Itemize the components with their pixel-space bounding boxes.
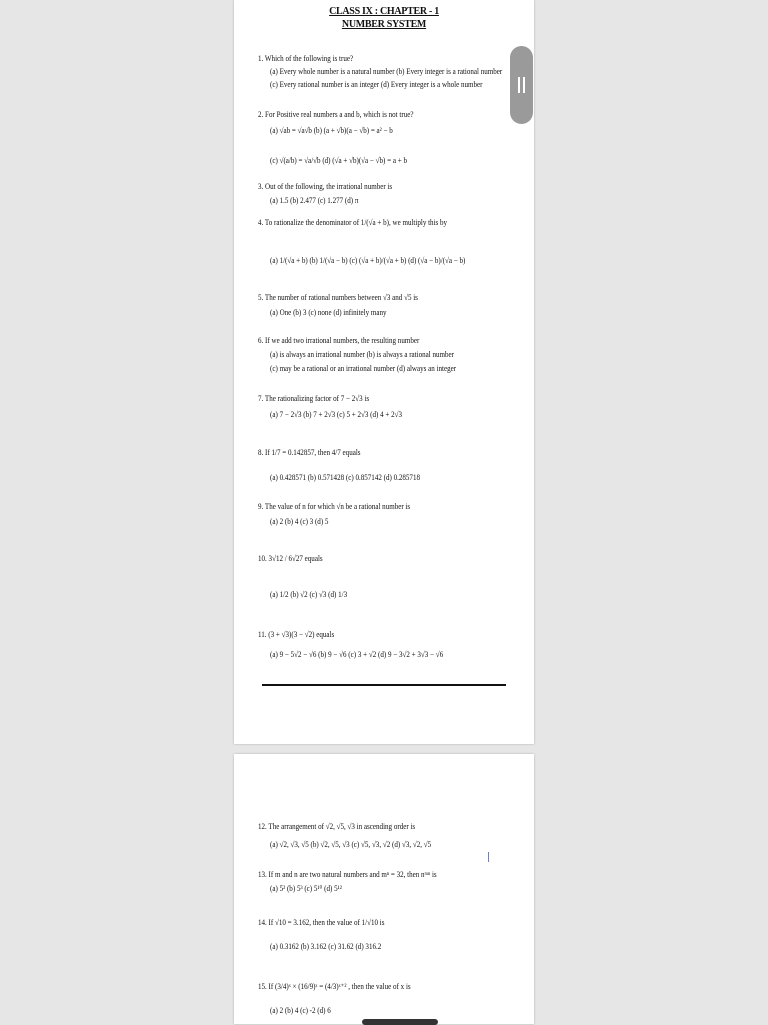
question-2-options-row-2: (c) √(a/b) = √a/√b (d) (√a + √b)(√a − √b) = a + b: [270, 156, 408, 165]
question-11: 11. (3 + √3)(3 − √2) equals: [258, 630, 335, 639]
question-4-options: (a) 1/(√a + b) (b) 1/(√a − b) (c) (√a + b)/(√a + b) (d) (√a − b)/(√a − b): [270, 256, 466, 265]
question-12-options: (a) √2, √3, √5 (b) √2, √5, √3 (c) √5, √3, √2 (d) √3, √2, √5: [270, 840, 432, 849]
question-3-options: (a) 1.5 (b) 2.477 (c) 1.277 (d) π: [270, 196, 359, 205]
question-4: 4. To rationalize the denominator of 1/(√a + b), we multiply this by: [258, 218, 448, 227]
question-12: 12. The arrangement of √2, √5, √3 in ascending order is: [258, 822, 416, 831]
home-indicator[interactable]: [362, 1019, 438, 1025]
question-1-options-row-1: (a) Every whole number is a natural number (b) Every integer is a rational number: [270, 67, 503, 76]
question-15: 15. If (3/4)ˣ × (16/9)ˣ = (4/3)ˣ⁺² , then the value of x is: [258, 982, 411, 991]
chapter-title: NUMBER SYSTEM: [341, 19, 427, 30]
document-page-2: [234, 754, 534, 1024]
class-chapter-heading: CLASS IX : CHAPTER - 1: [329, 6, 439, 17]
question-7-options: (a) 7 − 2√3 (b) 7 + 2√3 (c) 5 + 2√3 (d) 4 + 2√3: [270, 410, 403, 419]
question-13: 13. If m and n are two natural numbers and mⁿ = 32, then nᵐⁿ is: [258, 870, 437, 879]
question-3: 3. Out of the following, the irrational number is: [258, 182, 393, 191]
question-7: 7. The rationalizing factor of 7 − 2√3 is: [258, 394, 370, 403]
question-2-options-row-1: (a) √ab = √a√b (b) (a + √b)(a − √b) = a² − b: [270, 126, 393, 135]
question-6-options-row-2: (c) may be a rational or an irrational number (d) always an integer: [270, 364, 457, 373]
question-15-options: (a) 2 (b) 4 (c) -2 (d) 6: [270, 1006, 331, 1015]
question-8: 8. If 1/7 = 0.142857, then 4/7 equals: [258, 448, 361, 457]
question-5: 5. The number of rational numbers between √3 and √5 is: [258, 293, 418, 302]
question-2: 2. For Positive real numbers a and b, which is not true?: [258, 110, 414, 119]
scroll-handle[interactable]: [510, 46, 533, 124]
question-11-options: (a) 9 − 5√2 − √6 (b) 9 − √6 (c) 3 + √2 (d) 9 − 3√2 + 3√3 − √6: [270, 650, 444, 659]
question-13-options: (a) 5² (b) 5³ (c) 5¹⁰ (d) 5¹²: [270, 884, 342, 893]
question-9-options: (a) 2 (b) 4 (c) 3 (d) 5: [270, 517, 329, 526]
question-14-options: (a) 0.3162 (b) 3.162 (c) 31.62 (d) 316.2: [270, 942, 382, 951]
question-6-options-row-1: (a) is always an irrational number (b) is always a rational number: [270, 350, 454, 359]
question-14: 14. If √10 = 3.162, then the value of 1/√10 is: [258, 918, 385, 927]
question-8-options: (a) 0.428571 (b) 0.571428 (c) 0.857142 (d) 0.285718: [270, 473, 421, 482]
question-9: 9. The value of n for which √n be a rational number is: [258, 502, 411, 511]
question-6: 6. If we add two irrational numbers, the resulting number: [258, 336, 420, 345]
text-cursor: [488, 852, 489, 862]
question-1: 1. Which of the following is true?: [258, 54, 354, 63]
question-5-options: (a) One (b) 3 (c) none (d) infinitely many: [270, 308, 387, 317]
document-page-1: [234, 0, 534, 744]
grip-line-icon: [523, 77, 525, 93]
question-10-options: (a) 1/2 (b) √2 (c) √3 (d) 1/3: [270, 590, 348, 599]
page-divider-line: [262, 684, 506, 686]
grip-line-icon: [518, 77, 520, 93]
question-10: 10. 3√12 / 6√27 equals: [258, 554, 323, 563]
question-1-options-row-2: (c) Every rational number is an integer (d) Every integer is a whole number: [270, 80, 483, 89]
